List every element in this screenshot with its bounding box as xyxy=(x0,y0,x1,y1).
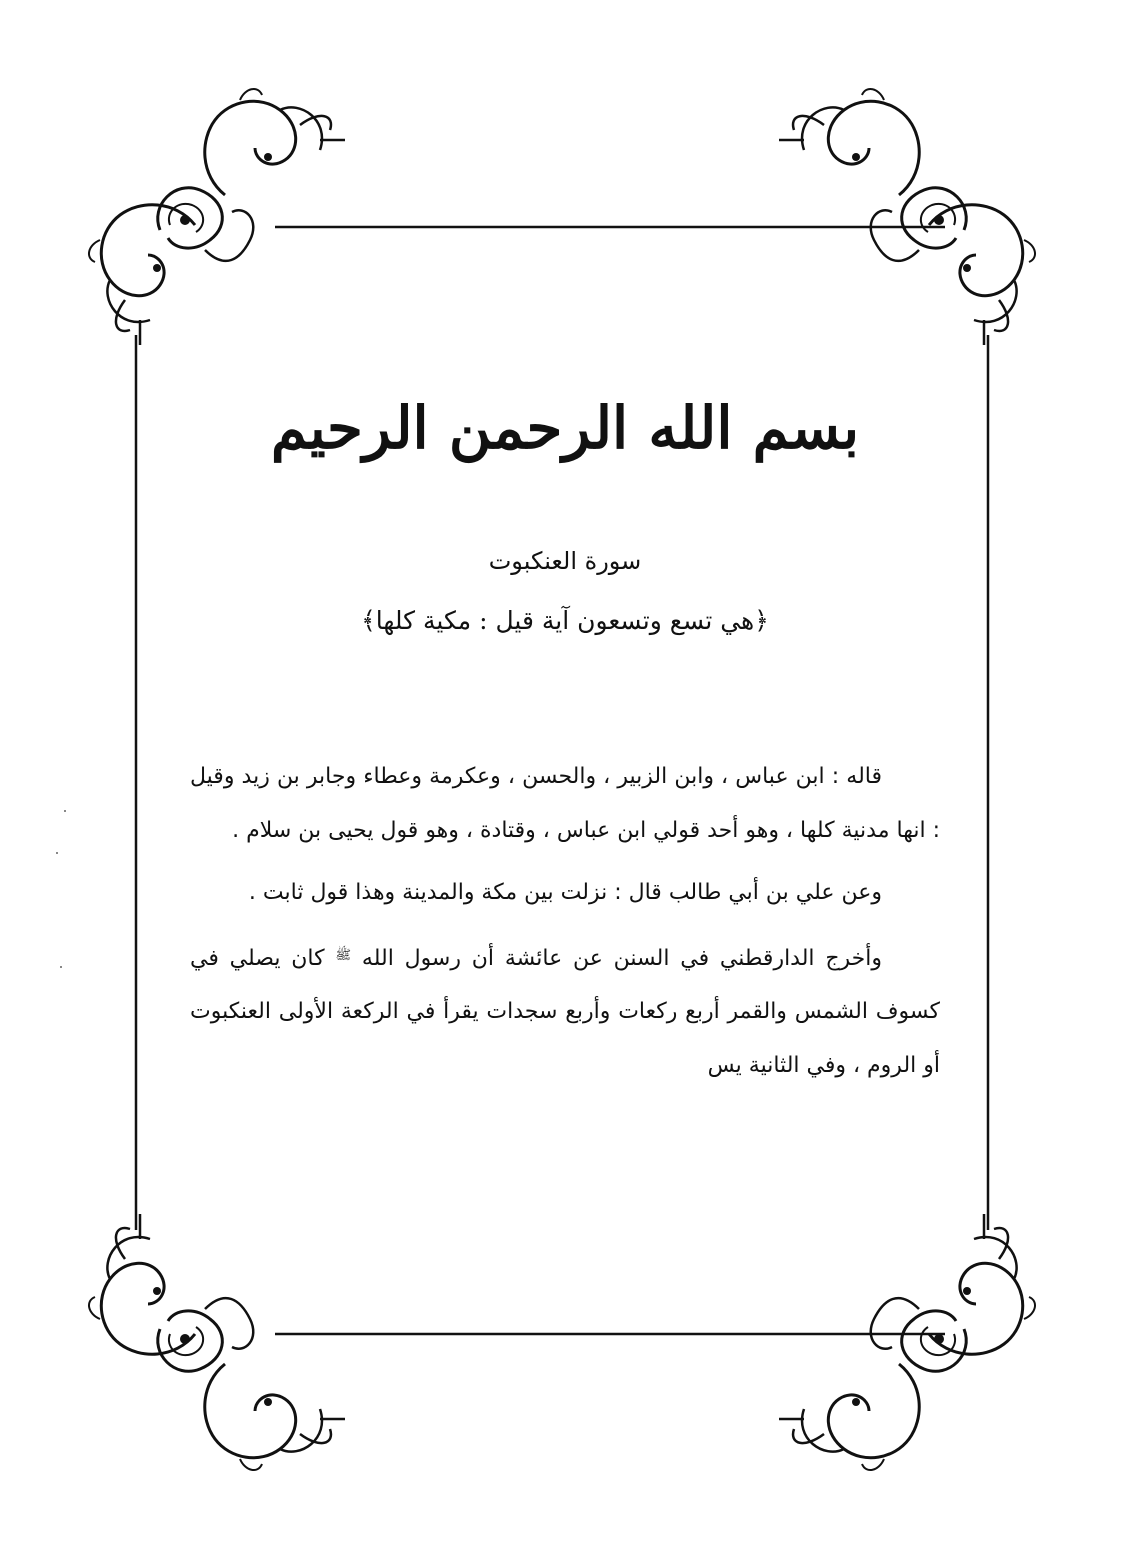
paragraph-3 xyxy=(190,929,940,1093)
body-text xyxy=(190,750,940,1092)
paragraph-2: وعن علي بن أبي طالب قال : نزلت بين مكة والمدينة وهذا قول ثابت . xyxy=(248,880,882,905)
paragraph-3-part-1: وأخرج الدارقطني في السنن عن عائشة أن رسول الله xyxy=(361,945,883,971)
scan-speck xyxy=(56,852,58,854)
basmala-calligraphy: بسم الله الرحمن الرحيم xyxy=(270,394,860,462)
paragraph-1: قاله : ابن عباس ، وابن الزبير ، والحسن ، وعكرمة وعطاء وجابر بن زيد وقيل : انها مدنية كلها ، وهو أحد قولي ابن عباس ، وقتادة ، وهو قول يحيى بن سلام . xyxy=(190,764,940,843)
surah-title: سورة العنكبوت xyxy=(488,547,642,575)
scan-speck xyxy=(64,810,66,812)
honorific-glyph: ﷺ xyxy=(335,947,352,963)
corner-ornament-top-right xyxy=(779,89,1035,345)
page-content xyxy=(190,360,940,1101)
corner-ornament-bottom-right xyxy=(779,1214,1035,1470)
surah-info: ﴿هي تسع وتسعون آية قيل : مكية كلها﴾ xyxy=(361,606,769,635)
corner-ornament-bottom-left xyxy=(89,1214,345,1470)
paragraph-3-part-2: كان يصلي في كسوف الشمس والقمر أربع ركعات وأربع سجدات يقرأ في الركعة الأولى العنكبوت أو الروم ، وفي الثانية يس xyxy=(190,945,940,1078)
corner-ornament-top-left xyxy=(89,89,345,345)
scan-speck xyxy=(60,966,62,968)
